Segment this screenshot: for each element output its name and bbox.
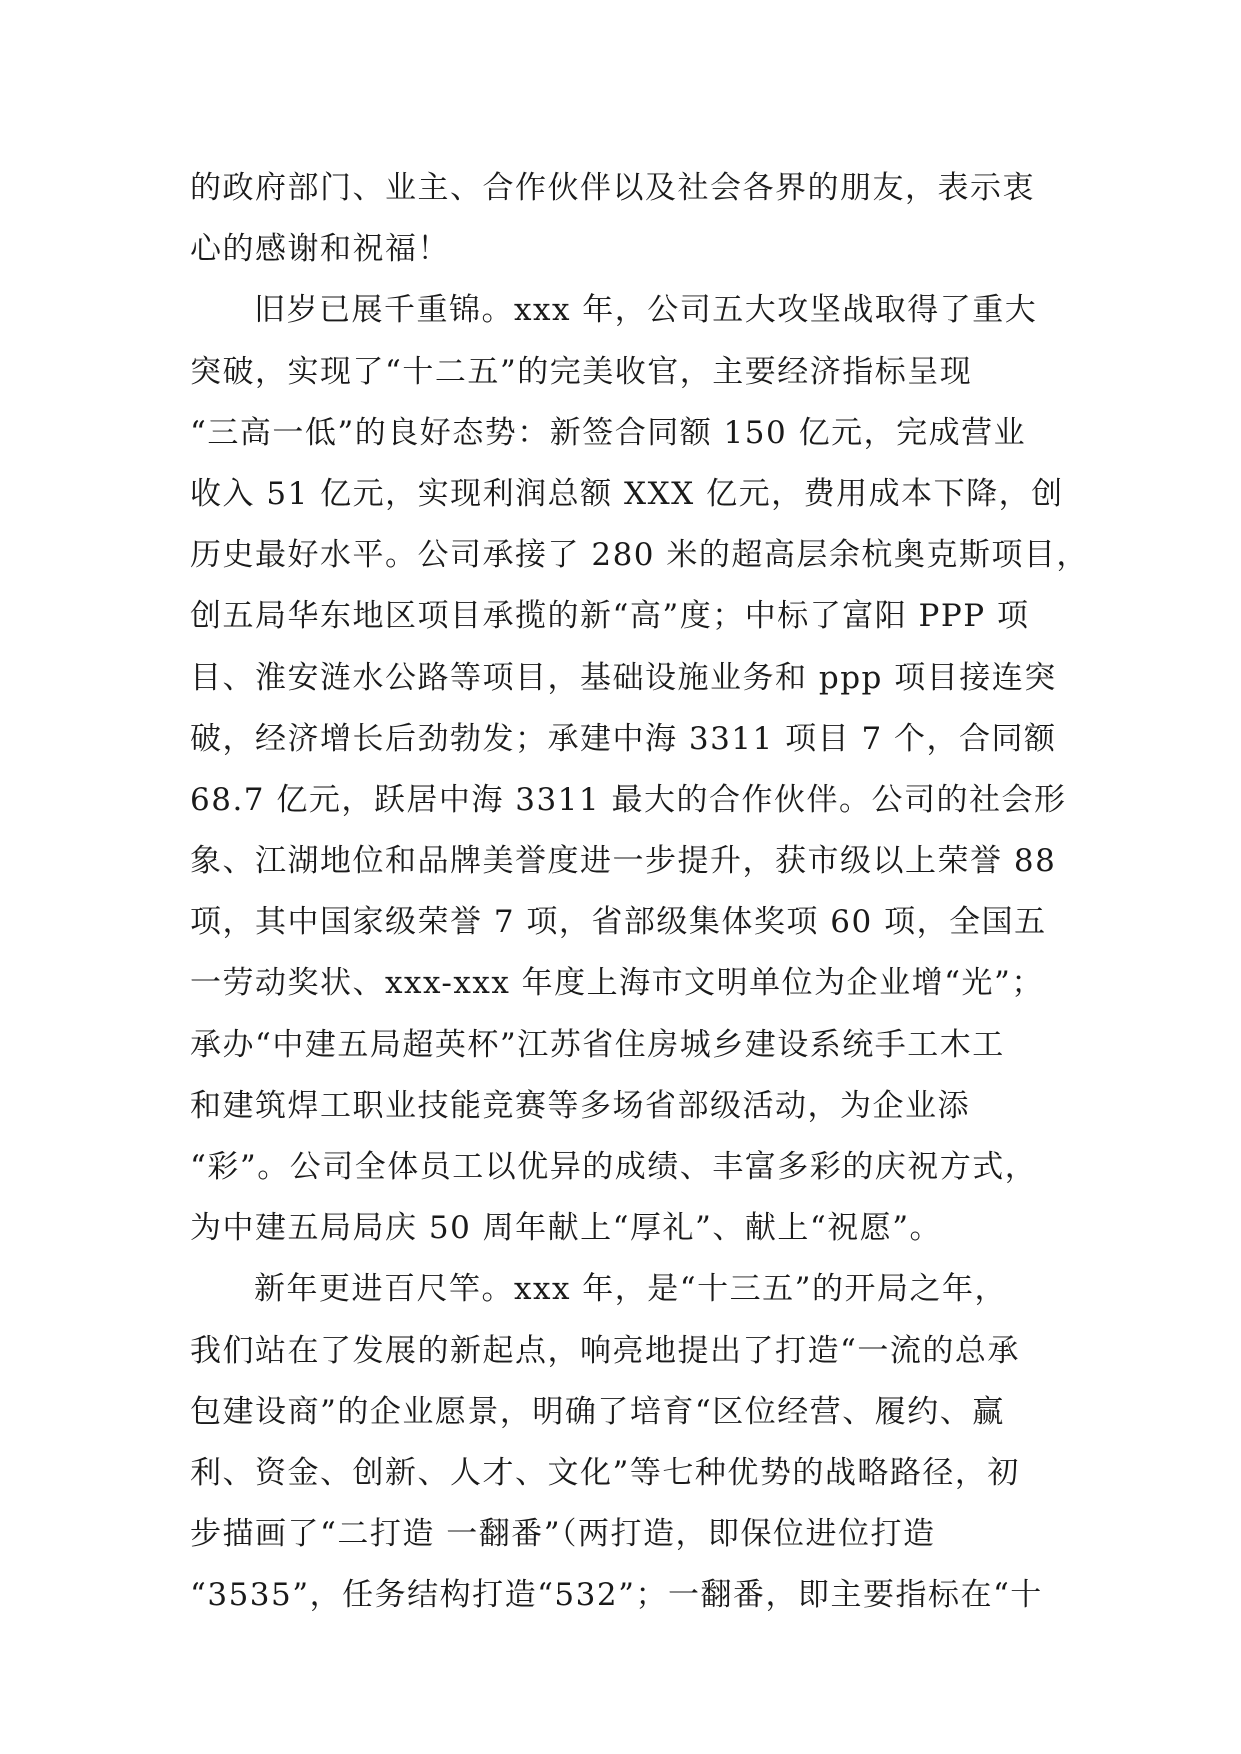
text-line: “彩”。公司全体员工以优异的成绩、丰富多彩的庆祝方式，: [190, 1149, 1038, 1185]
text-line: 新年更进百尺竿。xxx 年，是“十三五”的开局之年，: [254, 1271, 1007, 1308]
document-body: [190, 158, 1089, 1627]
text-line: 包建设商”的企业愿景，明确了培育“区位经营、履约、赢: [190, 1393, 1005, 1430]
text-line: 收入 51 亿元，实现利润总额 XXX 亿元，费用成本下降，创: [190, 475, 1064, 512]
text-line: 步描画了“二打造 一翻番”（两打造，即保位进位打造: [190, 1516, 936, 1553]
text-line: 为中建五局局庆 50 周年献上“厚礼”、献上“祝愿”。: [190, 1210, 943, 1247]
paragraph-3: [190, 1259, 1070, 1626]
text-line: 承办“中建五局超英杯”江苏省住房城乡建设系统手工木工: [190, 1026, 1005, 1063]
text-line: 我们站在了发展的新起点，响亮地提出了打造“一流的总承: [190, 1332, 1020, 1369]
text-line: 创五局华东地区项目承揽的新“高”度；中标了富阳 PPP 项: [190, 598, 1030, 635]
text-line: 目、淮安涟水公路等项目，基础设施业务和 ppp 项目接连突: [190, 659, 1057, 696]
text-line: 历史最好水平。公司承接了 280 米的超高层余杭奥克斯项目，: [190, 537, 1089, 574]
paragraph-1: [190, 158, 1070, 280]
text-line: 旧岁已展千重锦。xxx 年，公司五大攻坚战取得了重大: [254, 292, 1038, 329]
text-line: 项，其中国家级荣誉 7 项，省部级集体奖项 60 项，全国五: [190, 904, 1047, 941]
text-line: “3535”，任务结构打造“532”；一翻番，即主要指标在“十: [190, 1577, 1043, 1614]
text-line: 68.7 亿元，跃居中海 3311 最大的合作伙伴。公司的社会形: [190, 781, 1067, 818]
paragraph-2: [190, 280, 1089, 1259]
text-line: 和建筑焊工职业技能竞赛等多场省部级活动，为企业添: [190, 1087, 970, 1124]
text-line: “三高一低”的良好态势：新签合同额 150 亿元，完成营业: [190, 414, 1027, 451]
text-line: 破，经济增长后劲勃发；承建中海 3311 项目 7 个，合同额: [190, 720, 1057, 757]
text-line: 心的感谢和祝福！: [190, 231, 450, 268]
text-line: 突破，实现了“十二五”的完美收官，主要经济指标呈现: [190, 353, 973, 390]
text-line: 利、资金、创新、人才、文化”等七种优势的战略路径，初: [190, 1454, 1020, 1491]
text-line: 一劳动奖状、xxx-xxx 年度上海市文明单位为企业增“光”；: [190, 965, 1044, 1002]
text-line: 象、江湖地位和品牌美誉度进一步提升，获市级以上荣誉 88: [190, 843, 1057, 880]
text-line: 的政府部门、业主、合作伙伴以及社会各界的朋友，表示衷: [190, 170, 1035, 206]
